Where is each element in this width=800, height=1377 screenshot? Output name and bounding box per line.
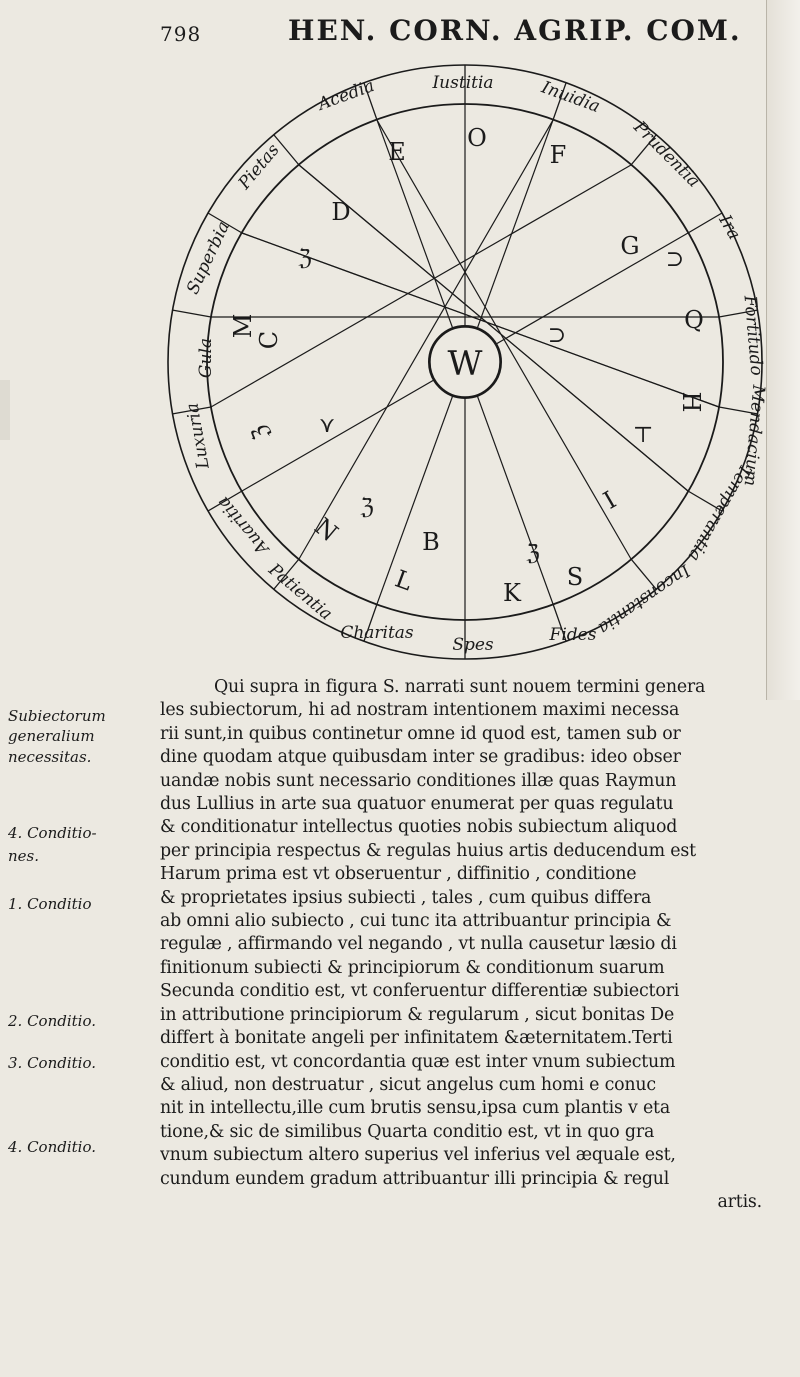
margin-note: Subiectorum (8, 707, 106, 725)
text-line: vnum subiectum altero superius vel inferius vel æquale est, (160, 1145, 676, 1166)
virtue-label-gula: Gula (196, 337, 216, 379)
virtue-label-acedia: Acedia (315, 75, 378, 115)
text-line: Qui supra in figura S. narrati sunt nouem termini genera (214, 677, 706, 697)
body-text (160, 676, 768, 1214)
wheel-letter-h: H (677, 391, 705, 413)
text-line: Harum prima est vt obseruentur , diffinitio , conditione (160, 864, 637, 885)
margin-note: nes. (8, 847, 40, 865)
virtue-label-ira: Ira (714, 211, 745, 244)
page-number: 798 (160, 22, 202, 46)
wheel-symbol-6: ⊃ (547, 323, 567, 348)
text-line: rii sunt,in quibus continetur omne id quod est, tamen sub or (160, 723, 681, 744)
text-line: dine quodam atque quibusdam inter se gradibus: ideo obser (160, 747, 681, 768)
wheel-symbol-2: ℨ (246, 421, 275, 443)
virtue-label-superbia: Superbia (182, 218, 235, 298)
wheel-letter-d: D (331, 198, 351, 226)
virtue-label-fortitudo: Fortitudo (739, 294, 767, 377)
text-line: dus Lullius in arte sua quatuor enumerat per quas regulatu (160, 794, 674, 815)
text-line: cundum eundem gradum attribuantur illi principia & regul (160, 1168, 670, 1189)
wheel-letter-o: O (467, 124, 487, 152)
text-line: & aliud, non destruatur , sicut angelus cum homi e conuc (160, 1074, 656, 1095)
wheel-letter-i: I (597, 484, 621, 514)
wheel-letter-e: E (388, 138, 406, 166)
wheel-letter-k: K (503, 579, 521, 607)
virtue-label-auaritia: Auaritia (213, 492, 274, 559)
virtue-label-luxuria: Luxuria (182, 401, 214, 471)
text-line: & proprietates ipsius subiecti , tales , cum quibus differa (160, 887, 652, 908)
text-line: differt à bonitate angeli per infinitatem &æternitatem.Terti (160, 1028, 673, 1049)
virtue-label-iustitia: Iustitia (432, 73, 494, 93)
wheel-letter-f: F (549, 141, 567, 169)
wheel-letter-b: B (422, 528, 440, 556)
virtue-label-prudentia: Prudentia (629, 117, 704, 192)
text-line: Secunda conditio est, vt conferuentur differentiæ subiectori (160, 981, 680, 1002)
text-line: artis. (717, 1191, 762, 1212)
wheel-letter-l: L (391, 564, 417, 597)
virtue-label-spes: Spes (452, 635, 494, 655)
margin-note: 1. Conditio (8, 895, 92, 913)
wheel-letter-c: C (255, 330, 283, 350)
wheel-symbol-7: ⊤ (632, 423, 654, 448)
text-line: & conditionatur intellectus quoties nobis subiectum aliquod (160, 817, 678, 838)
wheel-symbol-5: ⋎ (318, 413, 336, 438)
text-line: conditio est, vt concordantia quæ est inter vnum subiectum (160, 1051, 676, 1072)
virtue-label-pietas: Pietas (234, 140, 284, 194)
margin-note: 2. Conditio. (8, 1012, 97, 1030)
text-line: finitionum subiecti & principiorum & conditionum suarum (160, 957, 665, 978)
margin-note: necessitas. (8, 748, 92, 766)
text-line: ab omni alio subiecto , cui tunc ita attribuantur principia & (160, 911, 672, 932)
lullian-wheel-figure (155, 40, 775, 680)
text-line: in attributione principiorum & regularum , sicut bonitas De (160, 1004, 675, 1025)
text-line: nit in intellectu,ille cum brutis sensu,ipsa cum plantis v eta (160, 1098, 671, 1119)
margin-note: 4. Conditio. (8, 1138, 97, 1156)
text-line: les subiectorum, hi ad nostram intentionem maximi necessa (160, 700, 680, 721)
text-line: per principia respectus & regulas huius artis deducendum est (160, 840, 696, 861)
text-line: regulæ , affirmando vel negando , vt nulla causetur læsio di (160, 934, 677, 955)
margin-note: generalium (8, 727, 95, 745)
virtue-label-inuidia: Inuidia (538, 77, 603, 118)
wheel-symbol-3: ℨ (360, 495, 374, 520)
page-stain (0, 380, 10, 440)
wheel-symbol-8: ⊃ (665, 247, 685, 272)
virtue-label-temperantia: Temperantia (683, 460, 756, 565)
margin-note: 4. Conditio- (8, 824, 97, 842)
wheel-symbol-4: ℨ (526, 541, 540, 566)
center-letter-w: W (447, 344, 483, 384)
wheel-letter-s: S (566, 563, 584, 591)
virtue-label-mendacium: Mendacium (739, 384, 769, 487)
virtue-label-fides: Fides (549, 625, 597, 645)
wheel-letter-q: Q (684, 306, 704, 334)
text-line: tione,& sic de similibus Quarta conditio est, vt in quo gra (160, 1121, 655, 1142)
margin-note: 3. Conditio. (8, 1054, 97, 1072)
virtue-label-patientia: Patientia (264, 559, 336, 625)
wheel-letter-g: G (620, 232, 640, 260)
text-line: uandæ nobis sunt necessario conditiones illæ quas Raymun (160, 770, 677, 791)
wheel-letter-m: M (229, 313, 257, 339)
virtue-label-inconstantia: Inconstantia (594, 560, 694, 639)
virtue-label-charitas: Charitas (340, 623, 414, 643)
margin-notes (0, 680, 160, 1156)
wheel-letter-n: N (309, 512, 344, 548)
wheel-symbol-1: ℨ (298, 246, 312, 271)
running-title: HEN. CORN. AGRIP. COM. (288, 14, 742, 47)
